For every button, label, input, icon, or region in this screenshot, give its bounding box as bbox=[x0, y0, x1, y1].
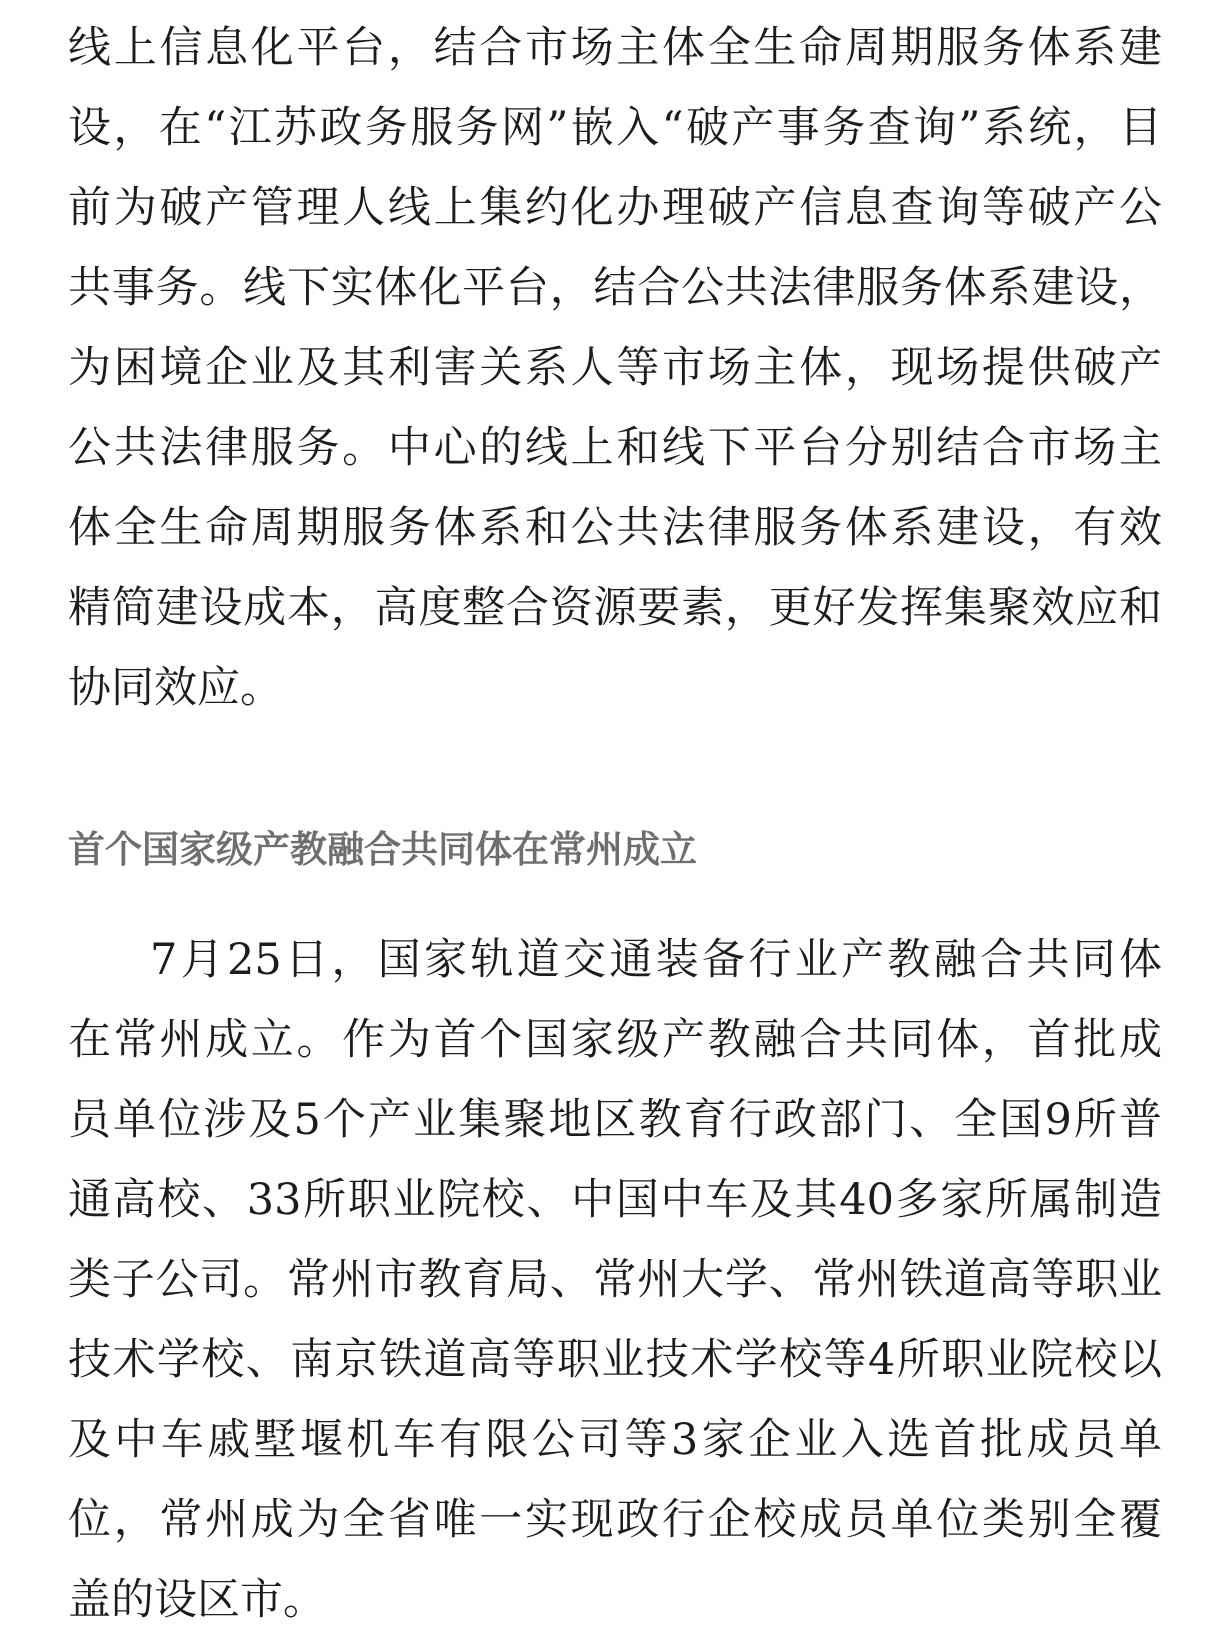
paragraph-1-line-6: 公共法律服务。中心的线上和线下平台分别结合市场主 bbox=[68, 423, 1162, 473]
paragraph-1-line-3: 前为破产管理人线上集约化办理破产信息查询等破产公 bbox=[68, 183, 1162, 233]
paragraph-1-line-1: 线上信息化平台，结合市场主体全生命周期服务体系建 bbox=[68, 23, 1162, 73]
paragraph-2-line-8: 位，常州成为全省唯一实现政行企校成员单位类别全覆 bbox=[68, 1495, 1162, 1545]
paragraph-2-line-2: 在常州成立。作为首个国家级产教融合共同体，首批成 bbox=[68, 1015, 1162, 1065]
paragraph-2-line-3: 员单位涉及5个产业集聚地区教育行政部门、全国9所普 bbox=[68, 1095, 1162, 1145]
paragraph-1-line-9: 协同效应。 bbox=[68, 663, 283, 713]
paragraph-2-line-4: 通高校、33所职业院校、中国中车及其40多家所属制造 bbox=[68, 1175, 1162, 1225]
paragraph-1-line-8: 精简建设成本，高度整合资源要素，更好发挥集聚效应和 bbox=[68, 583, 1162, 633]
paragraph-2-line-6: 技术学校、南京铁道高等职业技术学校等4所职业院校以 bbox=[68, 1335, 1162, 1385]
paragraph-1-line-4: 共事务。线下实体化平台，结合公共法律服务体系建设， bbox=[68, 263, 1162, 313]
paragraph-2-line-5: 类子公司。常州市教育局、常州大学、常州铁道高等职业 bbox=[68, 1255, 1162, 1305]
paragraph-2-line-7: 及中车戚墅堰机车有限公司等3家企业入选首批成员单 bbox=[68, 1415, 1162, 1465]
paragraph-2-line-9: 盖的设区市。 bbox=[68, 1575, 326, 1625]
paragraph-1-line-2: 设，在“江苏政务服务网”嵌入“破产事务查询”系统，目 bbox=[68, 103, 1162, 153]
paragraph-2-line-1: 7月25日，国家轨道交通装备行业产教融合共同体 bbox=[150, 935, 1162, 985]
paragraph-1-line-7: 体全生命周期服务体系和公共法律服务体系建设，有效 bbox=[68, 503, 1162, 553]
section-heading: 首个国家级产教融合共同体在常州成立 bbox=[68, 828, 697, 871]
paragraph-1-line-5: 为困境企业及其利害关系人等市场主体，现场提供破产 bbox=[68, 343, 1162, 393]
